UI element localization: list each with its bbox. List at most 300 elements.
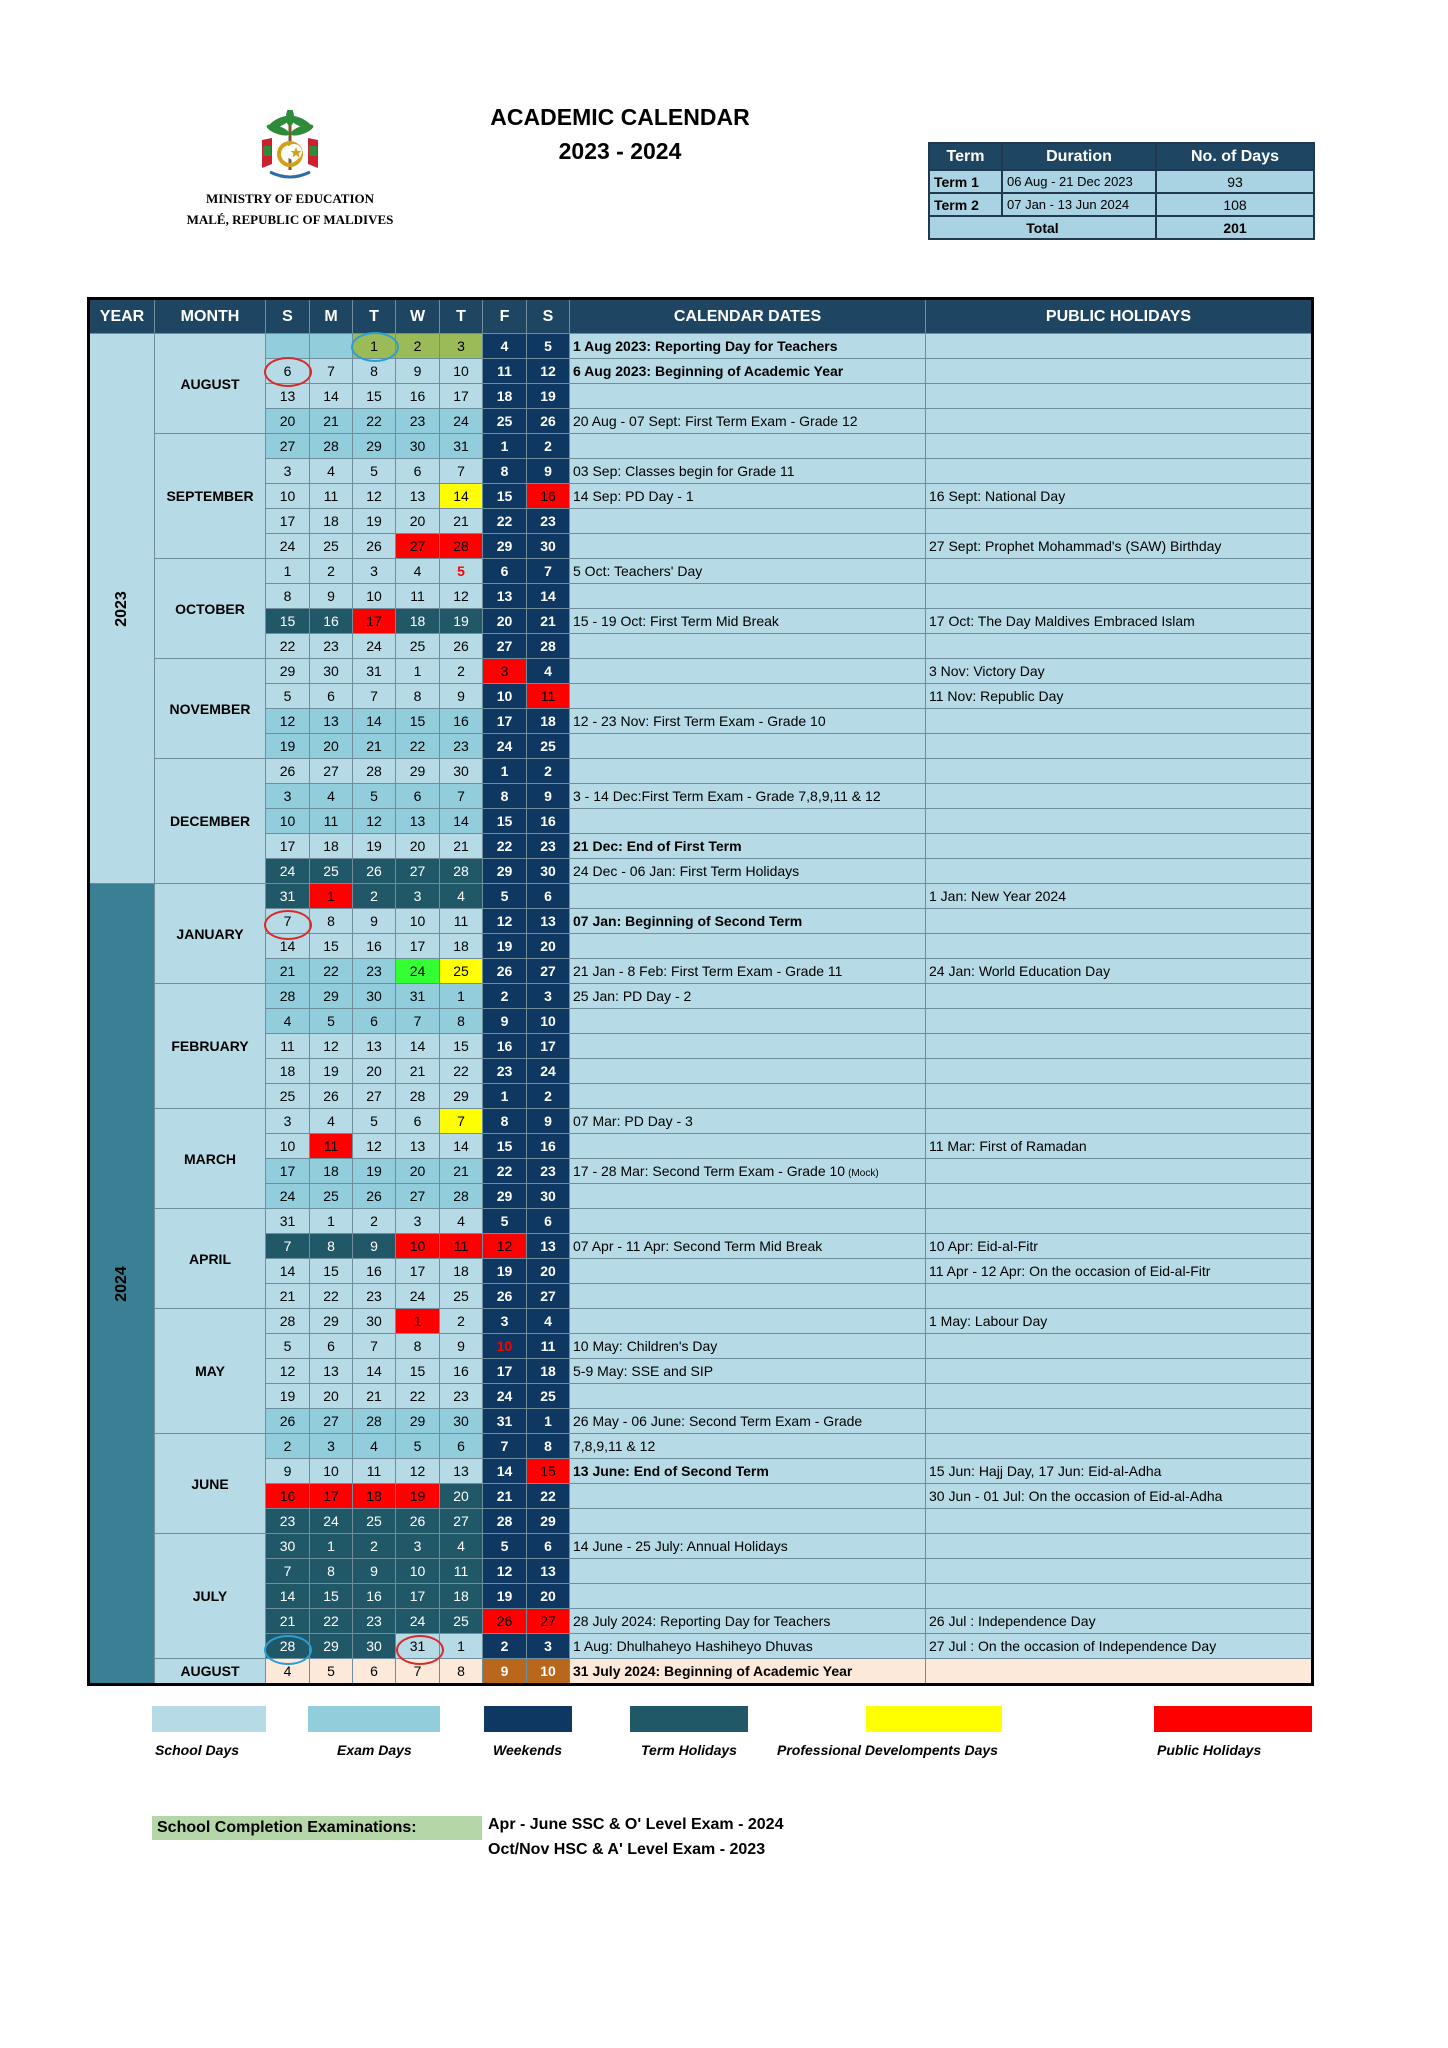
public-holiday-note	[926, 634, 1313, 659]
week-row	[89, 1059, 1313, 1084]
day-cell-mon: 17	[310, 1484, 353, 1509]
day-cell-fri: 16	[483, 1034, 527, 1059]
day-cell-wed: 25	[396, 634, 440, 659]
day-cell-thu: 25	[440, 1609, 483, 1634]
week-row	[89, 1009, 1313, 1034]
day-cell-sun: 21	[266, 1609, 310, 1634]
day-cell-thu: 21	[440, 834, 483, 859]
day-cell-thu: 9	[440, 1334, 483, 1359]
calendar-date-note	[570, 1484, 926, 1509]
day-cell-mon: 16	[310, 609, 353, 634]
calendar-date-note	[570, 1184, 926, 1209]
day-cell-thu: 21	[440, 1159, 483, 1184]
day-cell-fri: 25	[483, 409, 527, 434]
day-cell-thu: 14	[440, 1134, 483, 1159]
day-cell-thu: 8	[440, 1009, 483, 1034]
calendar-date-text: 6 Aug 2023: Beginning of Academic Year	[573, 363, 844, 379]
day-cell-tue: 23	[353, 1284, 396, 1309]
public-holiday-note	[926, 1434, 1313, 1459]
day-header-sat: S	[527, 299, 570, 334]
day-cell-fri: 28	[483, 1509, 527, 1534]
day-cell-mon: 14	[310, 384, 353, 409]
week-row	[89, 1534, 1313, 1559]
week-row	[89, 1584, 1313, 1609]
day-cell-wed: 6	[396, 1109, 440, 1134]
day-cell-sun: 24	[266, 1184, 310, 1209]
day-cell-fri: 17	[483, 1359, 527, 1384]
day-header-thu: T	[440, 299, 483, 334]
calendar-date-note	[570, 1584, 926, 1609]
day-cell-thu: 25	[440, 959, 483, 984]
day-cell-sat: 21	[527, 609, 570, 634]
month-label: DECEMBER	[155, 759, 266, 884]
calendar-date-note	[570, 1609, 926, 1634]
day-cell-tue: 24	[353, 634, 396, 659]
public-holiday-note: 3 Nov: Victory Day	[926, 659, 1313, 684]
day-cell-thu: 11	[440, 909, 483, 934]
day-cell-fri: 9	[483, 1009, 527, 1034]
year-cell	[89, 334, 155, 884]
total-days: 201	[1156, 216, 1314, 239]
legend-label: Weekends	[493, 1742, 562, 1758]
calendar-date-note	[570, 984, 926, 1009]
day-cell-tue: 21	[353, 1384, 396, 1409]
day-cell-sun: 10	[266, 1134, 310, 1159]
total-label: Total	[929, 216, 1156, 239]
day-cell-sun: 20	[266, 409, 310, 434]
day-cell-thu: 11	[440, 1559, 483, 1584]
day-cell-sat: 2	[527, 759, 570, 784]
public-holiday-note	[926, 759, 1313, 784]
day-cell-sat: 27	[527, 1284, 570, 1309]
day-cell-wed: 17	[396, 1584, 440, 1609]
day-cell-sat: 16	[527, 809, 570, 834]
calendar-date-text: 24 Dec - 06 Jan: First Term Holidays	[573, 863, 800, 879]
week-row	[89, 334, 1313, 359]
public-holiday-note: 1 Jan: New Year 2024	[926, 884, 1313, 909]
calendar-date-text: 07 Jan: Beginning of Second Term	[573, 913, 803, 929]
day-cell-sun: 21	[266, 959, 310, 984]
calendar-date-note	[570, 734, 926, 759]
day-cell-thu: 20	[440, 1484, 483, 1509]
public-holiday-note	[926, 1384, 1313, 1409]
day-cell-sun: 23	[266, 1509, 310, 1534]
day-cell-thu: 19	[440, 609, 483, 634]
day-cell-wed: 24	[396, 1284, 440, 1309]
day-cell-fri: 6	[483, 559, 527, 584]
public-holiday-note	[926, 1559, 1313, 1584]
calendar-date-note	[570, 1359, 926, 1384]
day-cell-fri: 15	[483, 1134, 527, 1159]
public-holiday-note	[926, 384, 1313, 409]
week-row	[89, 934, 1313, 959]
day-cell-wed: 3	[396, 884, 440, 909]
day-cell-tue: 5	[353, 1109, 396, 1134]
public-holiday-note	[926, 909, 1313, 934]
day-cell-mon: 12	[310, 1034, 353, 1059]
day-cell-sat: 7	[527, 559, 570, 584]
day-cell-tue: 5	[353, 784, 396, 809]
calendar-date-note	[570, 1234, 926, 1259]
calendar-date-note	[570, 684, 926, 709]
calendar-date-text: 1 Aug: Dhulhaheyo Hashiheyo Dhuvas	[573, 1638, 813, 1654]
week-row	[89, 1484, 1313, 1509]
day-cell-tue: 28	[353, 1409, 396, 1434]
calendar-date-text: 31 July 2024: Beginning of Academic Year	[573, 1663, 853, 1679]
legend-swatch	[308, 1706, 440, 1732]
public-holiday-note: 16 Sept: National Day	[926, 484, 1313, 509]
day-cell-fri: 26	[483, 959, 527, 984]
calendar-date-note	[570, 1534, 926, 1559]
day-cell-sat: 20	[527, 934, 570, 959]
calendar-date-note	[570, 909, 926, 934]
day-cell-tue: 4	[353, 1434, 396, 1459]
day-cell-thu: 25	[440, 1284, 483, 1309]
month-label: AUGUST	[155, 334, 266, 434]
year-header: YEAR	[89, 299, 155, 334]
day-cell-sat: 18	[527, 709, 570, 734]
calendar-date-suffix: (Mock)	[848, 1168, 879, 1179]
public-holiday-note: 10 Apr: Eid-al-Fitr	[926, 1234, 1313, 1259]
week-row	[89, 559, 1313, 584]
day-cell-sat: 15	[527, 1459, 570, 1484]
day-cell-fri: 19	[483, 934, 527, 959]
day-cell-sun: 31	[266, 884, 310, 909]
calendar-date-note	[570, 809, 926, 834]
day-cell-sun: 30	[266, 1534, 310, 1559]
day-cell-wed: 21	[396, 1059, 440, 1084]
day-cell-wed: 7	[396, 1659, 440, 1685]
week-row	[89, 534, 1313, 559]
week-row	[89, 1359, 1313, 1384]
calendar-date-note	[570, 959, 926, 984]
day-cell-wed: 12	[396, 1459, 440, 1484]
public-holiday-note	[926, 934, 1313, 959]
year-range: 2023 - 2024	[558, 138, 682, 164]
calendar-date-note	[570, 634, 926, 659]
public-holiday-note	[926, 1509, 1313, 1534]
day-cell-sun: 21	[266, 1284, 310, 1309]
day-cell-sat: 30	[527, 534, 570, 559]
day-cell-tue: 29	[353, 434, 396, 459]
day-cell-thu: 31	[440, 434, 483, 459]
day-cell-sat: 2	[527, 1084, 570, 1109]
day-cell-thu: 28	[440, 534, 483, 559]
week-row	[89, 1459, 1313, 1484]
day-cell-thu: 23	[440, 1384, 483, 1409]
day-cell-fri: 5	[483, 884, 527, 909]
day-cell-fri: 22	[483, 509, 527, 534]
day-cell-sat: 22	[527, 1484, 570, 1509]
day-cell-sat: 10	[527, 1009, 570, 1034]
legend-swatch	[484, 1706, 572, 1732]
week-row	[89, 984, 1313, 1009]
day-cell-mon: 4	[310, 1109, 353, 1134]
day-cell-fri: 27	[483, 634, 527, 659]
day-cell-sun: 26	[266, 1409, 310, 1434]
day-cell-sat: 13	[527, 1234, 570, 1259]
calendar-date-text: 21 Dec: End of First Term	[573, 838, 742, 854]
day-cell-tue: 9	[353, 909, 396, 934]
public-holiday-note: 11 Apr - 12 Apr: On the occasion of Eid-al-Fitr	[926, 1259, 1313, 1284]
day-cell-sun: 1	[266, 559, 310, 584]
day-cell-sat: 6	[527, 1534, 570, 1559]
month-label: MAY	[155, 1309, 266, 1434]
day-cell-fri: 3	[483, 1309, 527, 1334]
public-holiday-note	[926, 1084, 1313, 1109]
day-cell-fri: 8	[483, 1109, 527, 1134]
calendar-date-note	[570, 1384, 926, 1409]
public-holiday-note: 17 Oct: The Day Maldives Embraced Islam	[926, 609, 1313, 634]
calendar-date-note	[570, 784, 926, 809]
day-cell-mon: 4	[310, 784, 353, 809]
day-cell-tue: 19	[353, 509, 396, 534]
week-row	[89, 1209, 1313, 1234]
day-cell-sun: 22	[266, 634, 310, 659]
day-cell-tue: 16	[353, 1584, 396, 1609]
day-cell-sun: 14	[266, 1584, 310, 1609]
day-cell-fri: 18	[483, 384, 527, 409]
day-cell-sat: 23	[527, 509, 570, 534]
day-cell-mon: 25	[310, 534, 353, 559]
calendar-date-note	[570, 1334, 926, 1359]
day-cell-sun: 12	[266, 1359, 310, 1384]
day-cell-mon: 8	[310, 909, 353, 934]
calendar-dates-header: CALENDAR DATES	[570, 299, 926, 334]
day-cell-tue: 9	[353, 1559, 396, 1584]
calendar-date-text: 5 Oct: Teachers' Day	[573, 563, 703, 579]
day-cell-sat: 5	[527, 334, 570, 359]
term-2-label: Term 2	[929, 193, 1002, 216]
page-title: ACADEMIC CALENDAR	[490, 104, 750, 130]
calendar-date-text: 12 - 23 Nov: First Term Exam - Grade 10	[573, 713, 826, 729]
week-row	[89, 684, 1313, 709]
day-cell-fri: 15	[483, 484, 527, 509]
public-holiday-note	[926, 709, 1313, 734]
calendar-date-text: 07 Apr - 11 Apr: Second Term Mid Break	[573, 1238, 823, 1254]
day-cell-thu: 1	[440, 1634, 483, 1659]
day-cell-mon: 2	[310, 559, 353, 584]
public-holiday-note	[926, 1009, 1313, 1034]
day-cell-wed: 8	[396, 1334, 440, 1359]
day-cell-sat: 13	[527, 909, 570, 934]
day-cell-mon: 29	[310, 984, 353, 1009]
term-2-duration: 07 Jan - 13 Jun 2024	[1002, 193, 1156, 216]
week-row	[89, 659, 1313, 684]
day-cell-mon: 1	[310, 1209, 353, 1234]
public-holiday-note	[926, 859, 1313, 884]
day-cell-wed: 30	[396, 434, 440, 459]
day-cell-wed: 19	[396, 1484, 440, 1509]
day-cell-sat: 28	[527, 634, 570, 659]
calendar-date-note	[570, 1459, 926, 1484]
day-cell-sun: 17	[266, 834, 310, 859]
day-cell-sat: 8	[527, 1434, 570, 1459]
calendar-date-note	[570, 1434, 926, 1459]
day-cell-tue: 2	[353, 884, 396, 909]
calendar-date-note	[570, 484, 926, 509]
week-row	[89, 1234, 1313, 1259]
day-cell-fri: 9	[483, 1659, 527, 1685]
week-row	[89, 459, 1313, 484]
day-cell-mon: 6	[310, 1334, 353, 1359]
day-cell-tue: 17	[353, 609, 396, 634]
day-cell-sat: 3	[527, 1634, 570, 1659]
day-cell-wed: 13	[396, 809, 440, 834]
day-cell-mon: 25	[310, 1184, 353, 1209]
day-cell-mon: 18	[310, 834, 353, 859]
day-cell-thu: 14	[440, 809, 483, 834]
day-cell-fri: 1	[483, 434, 527, 459]
week-row	[89, 1609, 1313, 1634]
day-cell-fri: 29	[483, 534, 527, 559]
day-cell-sat: 9	[527, 459, 570, 484]
week-row	[89, 409, 1313, 434]
week-row	[89, 484, 1313, 509]
day-header-fri: F	[483, 299, 527, 334]
calendar-date-note	[570, 609, 926, 634]
day-cell-mon: 8	[310, 1234, 353, 1259]
day-cell-fri: 2	[483, 984, 527, 1009]
calendar-date-note	[570, 1084, 926, 1109]
calendar-date-text: 25 Jan: PD Day - 2	[573, 988, 692, 1004]
day-cell-sat: 9	[527, 1109, 570, 1134]
day-cell-sat: 24	[527, 1059, 570, 1084]
day-cell-sat: 27	[527, 1609, 570, 1634]
calendar-date-text: 21 Jan - 8 Feb: First Term Exam - Grade 11	[573, 963, 843, 979]
day-cell-thu: 24	[440, 409, 483, 434]
public-holiday-note	[926, 1409, 1313, 1434]
day-cell-sat: 20	[527, 1584, 570, 1609]
day-cell-tue: 13	[353, 1034, 396, 1059]
public-holiday-note: 24 Jan: World Education Day	[926, 959, 1313, 984]
day-cell-tue: 19	[353, 834, 396, 859]
calendar-date-text: 7,8,9,11 & 12	[573, 1438, 656, 1454]
day-cell-mon: 30	[310, 659, 353, 684]
week-row	[89, 584, 1313, 609]
day-cell-thu: 17	[440, 384, 483, 409]
public-holiday-note	[926, 1209, 1313, 1234]
day-cell-wed: 1	[396, 1309, 440, 1334]
day-cell-wed: 23	[396, 409, 440, 434]
day-cell-fri: 8	[483, 784, 527, 809]
public-holidays-header: PUBLIC HOLIDAYS	[926, 299, 1313, 334]
day-cell-fri: 10	[483, 1334, 527, 1359]
day-cell-wed: 27	[396, 534, 440, 559]
day-cell-sat: 16	[527, 1134, 570, 1159]
public-holiday-note	[926, 1584, 1313, 1609]
day-cell-fri: 26	[483, 1609, 527, 1634]
day-cell-sun: 5	[266, 1334, 310, 1359]
day-cell-sat: 25	[527, 1384, 570, 1409]
day-cell-fri: 15	[483, 809, 527, 834]
week-row	[89, 1284, 1313, 1309]
calendar-date-text: 15 - 19 Oct: First Term Mid Break	[573, 613, 779, 629]
day-cell-sat: 1	[527, 1409, 570, 1434]
day-cell-thu: 28	[440, 1184, 483, 1209]
public-holiday-note	[926, 984, 1313, 1009]
public-holiday-note	[926, 1109, 1313, 1134]
day-cell-mon: 5	[310, 1009, 353, 1034]
day-cell-thu: 8	[440, 1659, 483, 1685]
day-cell-mon: 11	[310, 1134, 353, 1159]
day-cell-tue: 30	[353, 1634, 396, 1659]
day-cell-sun: 9	[266, 1459, 310, 1484]
day-cell-thu: 4	[440, 1534, 483, 1559]
day-cell-sat: 10	[527, 1659, 570, 1685]
day-cell-thu: 23	[440, 734, 483, 759]
week-row	[89, 384, 1313, 409]
week-row	[89, 1434, 1313, 1459]
day-cell-sun: 11	[266, 1034, 310, 1059]
ministry-name: MINISTRY OF EDUCATION	[205, 191, 375, 206]
day-cell-thu: 4	[440, 1209, 483, 1234]
year-label: 2023	[113, 590, 130, 627]
week-row	[89, 359, 1313, 384]
month-label: FEBRUARY	[155, 984, 266, 1109]
day-cell-sun: 7	[266, 1559, 310, 1584]
day-cell-mon: 24	[310, 1509, 353, 1534]
day-cell-wed: 20	[396, 509, 440, 534]
day-cell-mon: 26	[310, 1084, 353, 1109]
public-holiday-note	[926, 734, 1313, 759]
day-cell-fri: 4	[483, 334, 527, 359]
day-cell-fri: 20	[483, 609, 527, 634]
day-cell-tue: 23	[353, 959, 396, 984]
calendar-table	[87, 297, 1314, 1686]
day-cell-mon: 18	[310, 1159, 353, 1184]
calendar-date-text: 07 Mar: PD Day - 3	[573, 1113, 693, 1129]
day-cell-sat: 18	[527, 1359, 570, 1384]
day-cell-sun: 6	[266, 359, 310, 384]
day-cell-sun: 19	[266, 1384, 310, 1409]
calendar-date-text: 14 June - 25 July: Annual Holidays	[573, 1538, 788, 1554]
public-holiday-note	[926, 584, 1313, 609]
calendar-date-note	[570, 384, 926, 409]
day-cell-mon: 11	[310, 484, 353, 509]
day-cell-fri: 22	[483, 1159, 527, 1184]
day-cell-sat: 27	[527, 959, 570, 984]
day-cell-thu: 7	[440, 459, 483, 484]
day-cell-thu: 7	[440, 1109, 483, 1134]
legend-label: Term Holidays	[641, 1742, 737, 1758]
day-cell-tue: 7	[353, 684, 396, 709]
day-cell-thu: 30	[440, 759, 483, 784]
day-cell-sun: 2	[266, 1434, 310, 1459]
day-cell-mon: 1	[310, 884, 353, 909]
day-cell-wed: 13	[396, 1134, 440, 1159]
day-cell-sun: 27	[266, 434, 310, 459]
day-cell-wed: 18	[396, 609, 440, 634]
day-cell-sun: 19	[266, 734, 310, 759]
day-cell-wed: 31	[396, 1634, 440, 1659]
day-cell-mon: 22	[310, 1609, 353, 1634]
week-row	[89, 1309, 1313, 1334]
calendar-date-note	[570, 559, 926, 584]
month-label: JUNE	[155, 1434, 266, 1534]
day-cell-sat: 30	[527, 859, 570, 884]
day-cell-mon: 7	[310, 359, 353, 384]
public-holiday-note: 27 Jul : On the occasion of Independence Day	[926, 1634, 1313, 1659]
day-cell-thu: 7	[440, 784, 483, 809]
day-cell-thu: 22	[440, 1059, 483, 1084]
day-cell-mon: 15	[310, 934, 353, 959]
term-1-label: Term 1	[929, 170, 1002, 193]
day-cell-tue: 26	[353, 534, 396, 559]
week-row	[89, 859, 1313, 884]
day-cell-sat: 14	[527, 584, 570, 609]
day-cell-tue: 12	[353, 809, 396, 834]
